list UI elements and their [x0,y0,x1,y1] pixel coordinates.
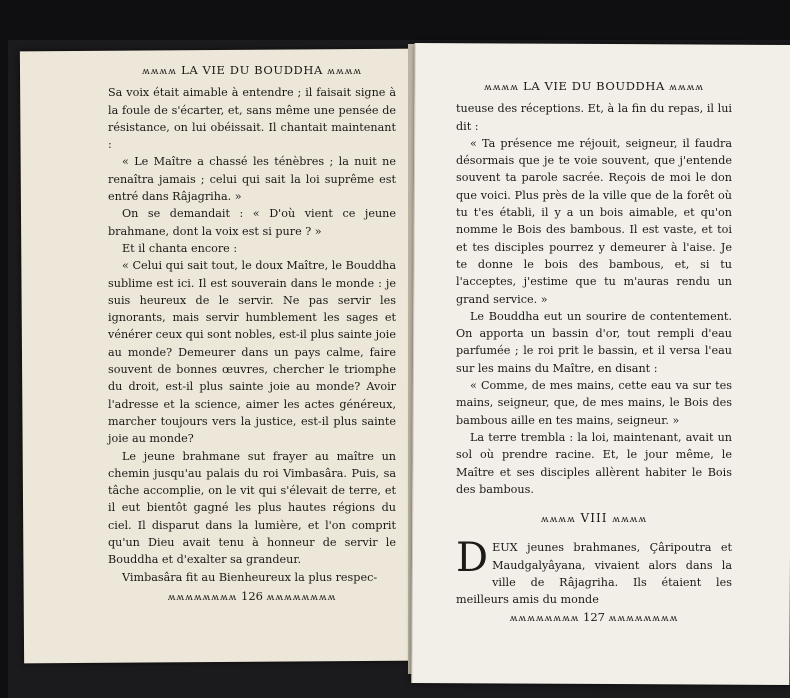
running-head-title: LA VIE DU BOUDDHA [523,79,665,93]
paragraph: « Le Maître a chassé les ténèbres ; la nuit ne renaîtra jamais ; celui qui sait la loi suprême est entré dans Râjagriha. » [108,155,396,204]
left-folio [108,588,396,607]
page-number: 126 [241,588,263,603]
right-running-head [456,78,732,97]
paragraph: Sa voix était aimable à entendre ; il faisait signe à la foule de s'écarter, et, sans même une pensée de résistance, on lui obéissait. Il chantait maintenant : [108,86,396,152]
left-page-text [108,62,396,607]
ornament-icon: ʍʍʍʍ [544,613,580,624]
ornament-icon: ʍʍʍʍ [540,515,576,526]
ornament-icon: ʍʍʍʍ [608,613,644,624]
ornament-icon: ʍʍʍʍ [266,592,302,603]
chapter-number: VIII [580,511,608,526]
running-head-title: LA VIE DU BOUDDHA [181,63,323,77]
paragraph: On se demandait : « D'où vient ce jeune brahmane, dont la voix est si pure ? » [108,207,396,238]
ornament-icon: ʍʍʍʍ [202,592,238,603]
right-page-text [456,78,732,628]
left-running-head [108,62,396,81]
chapter-opening-paragraph [456,535,732,608]
ornament-icon: ʍʍʍʍ [509,613,545,624]
ornament-icon: ʍʍʍʍ [327,67,362,77]
opening-small-caps: EUX [492,541,518,555]
ornament-icon: ʍʍʍʍ [167,592,203,603]
page-number: 127 [583,609,605,624]
paragraph: tueuse des réceptions. Et, à la fin du repas, il lui dit : [456,102,732,133]
drop-cap: D [456,535,489,582]
paragraph: « Celui qui sait tout, le doux Maître, le Bouddha sublime est ici. Il est souverain dans le monde : je suis heureux de le servir. Ne pas servir les ignorants, mais servir humblement les sages et vénérer ceux qui sont nobles, est-il plus sainte joie au monde? Demeurer dans un pays calme, faire souvent de bonnes œuvres, chercher le triomphe du droit, est-il plus sainte joie au monde? Avoir l'adresse et la science, aimer les actes généreux, marcher toujours vers la justice, est-il plus sainte joie au monde? [108,259,396,446]
opening-text: jeunes brahmanes, Çâripoutra et Maudgalyâyana, vivaient alors dans la ville de Râjagriha. Ils étaient les meilleurs amis du monde [456,541,732,607]
ornament-icon: ʍʍʍʍ [612,515,648,526]
paragraph: La terre trembla : la loi, maintenant, avait un sol où prendre racine. Et, le jour même, le Maître et ses disciples allèrent habiter le Bois des bambous. [456,430,732,496]
right-folio [456,609,732,628]
ornament-icon: ʍʍʍʍ [301,592,337,603]
ornament-icon: ʍʍʍʍ [141,67,177,77]
paragraph: Le jeune brahmane sut frayer au maître un chemin jusqu'au palais du roi Vimbasâra. Puis, sa tâche accomplie, on le vit qui s'élevait de terre, et il eut bientôt gagné les plus hautes régions du ciel. Il disparut dans la lumière, et l'on comprit qu'un Dieu avait tenu à honneur de servir le Bouddha et d'exalter sa grandeur. [108,449,396,567]
chapter-heading [456,510,732,529]
ornament-icon: ʍʍʍʍ [669,83,704,93]
paragraph: Vimbasâra fit au Bienheureux la plus respec- [122,570,378,584]
paragraph: Et il chanta encore : [122,241,238,255]
paragraph: Le Bouddha eut un sourire de contentement. On apporta un bassin d'or, tout rempli d'eau parfumée ; le roi prit le bassin, et il versa l'eau sur les mains du Maître, en disant : [456,309,732,375]
paragraph: « Ta présence me réjouit, seigneur, il faudra désormais que je te voie souvent, que j'entende souvent ta parole sacrée. Reçois de moi le don que voici. Plus près de la ville que de la forêt où tu t'es établi, il y a un bois aimable, et qu'on nomme le Bois des bambous. Il est vaste, et toi et tes disciples pourrez y demeurer à l'aise. Je te donne le bois des bambous, et, si tu l'acceptes, j'estime que tu m'auras rendu un grand service. » [456,136,732,306]
ornament-icon: ʍʍʍʍ [483,83,519,93]
ornament-icon: ʍʍʍʍ [643,613,679,624]
paragraph: « Comme, de mes mains, cette eau va sur tes mains, seigneur, que, de mes mains, le Bois des bambous aille en tes mains, seigneur. » [456,379,732,427]
